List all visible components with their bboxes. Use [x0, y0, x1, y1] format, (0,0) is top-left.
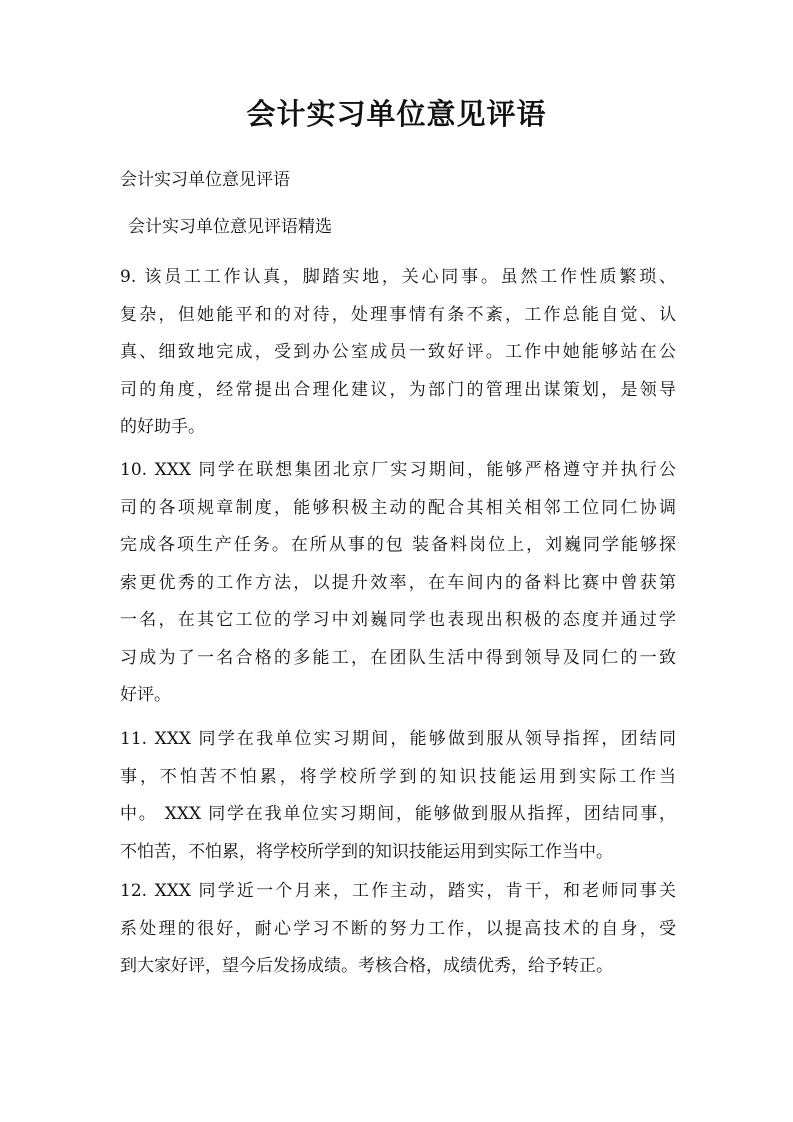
text-line: 11. XXX 同学在我单位实习期间，能够做到服从领导指挥，团结同	[120, 729, 676, 749]
page-title: 会计实习单位意见评语	[246, 97, 547, 131]
text-line: 10. XXX 同学在联想集团北京厂实习期间，能够严格遵守并执行公	[120, 460, 676, 480]
document-subtitle: 会计实习单位意见评语	[120, 170, 290, 190]
text-line: 司的角度，经常提出合理化建议，为部门的管理出谋策划，是领导	[120, 379, 676, 400]
text-line: 复杂，但她能平和的对待，处理事情有条不紊，工作总能自觉、认	[120, 304, 676, 325]
text-line: 到大家好评，望今后发扬成绩。考核合格，成绩优秀，给予转正。	[120, 956, 613, 976]
section-heading: 会计实习单位意见评语精选	[128, 217, 332, 237]
text-line: 真、细致地完成，受到办公室成员一致好评。工作中她能够站在公	[120, 342, 676, 362]
text-line: 习成为了一名合格的多能工，在团队生活中得到领导及同仁的一致	[120, 647, 676, 668]
paragraph-12	[120, 873, 676, 986]
text-line: 不怕苦，不怕累，将学校所学到的知识技能运用到实际工作当中。	[120, 841, 613, 862]
paragraph-9	[120, 259, 676, 447]
text-line: 系处理的很好，耐心学习不断的努力工作，以提高技术的自身，受	[120, 918, 676, 939]
paragraph-10	[120, 452, 676, 715]
text-line: 司的各项规章制度，能够积极主动的配合其相关相邻工位同仁协调	[120, 497, 676, 518]
text-line: 好评。	[120, 685, 171, 705]
text-line: 完成各项生产任务。在所从事的包 装备料岗位上，刘巍同学能够探	[120, 535, 676, 555]
text-line: 索更优秀的工作方法，以提升效率，在车间内的备料比赛中曾获第	[120, 572, 676, 593]
text-line: 12. XXX 同学近一个月来，工作主动，踏实，肯干，和老师同事关	[120, 881, 676, 901]
text-line: 的好助手。	[120, 417, 205, 437]
text-line: 9. 该员工工作认真，脚踏实地，关心同事。虽然工作性质繁琐、	[120, 267, 676, 287]
text-line: 一名，在其它工位的学习中刘巍同学也表现出积极的态度并通过学	[120, 610, 676, 630]
text-line: 中。 XXX 同学在我单位实习期间，能够做到服从指挥，团结同事，	[120, 804, 676, 824]
text-line: 事，不怕苦不怕累，将学校所学到的知识技能运用到实际工作当	[120, 766, 676, 787]
paragraph-11	[120, 721, 676, 871]
